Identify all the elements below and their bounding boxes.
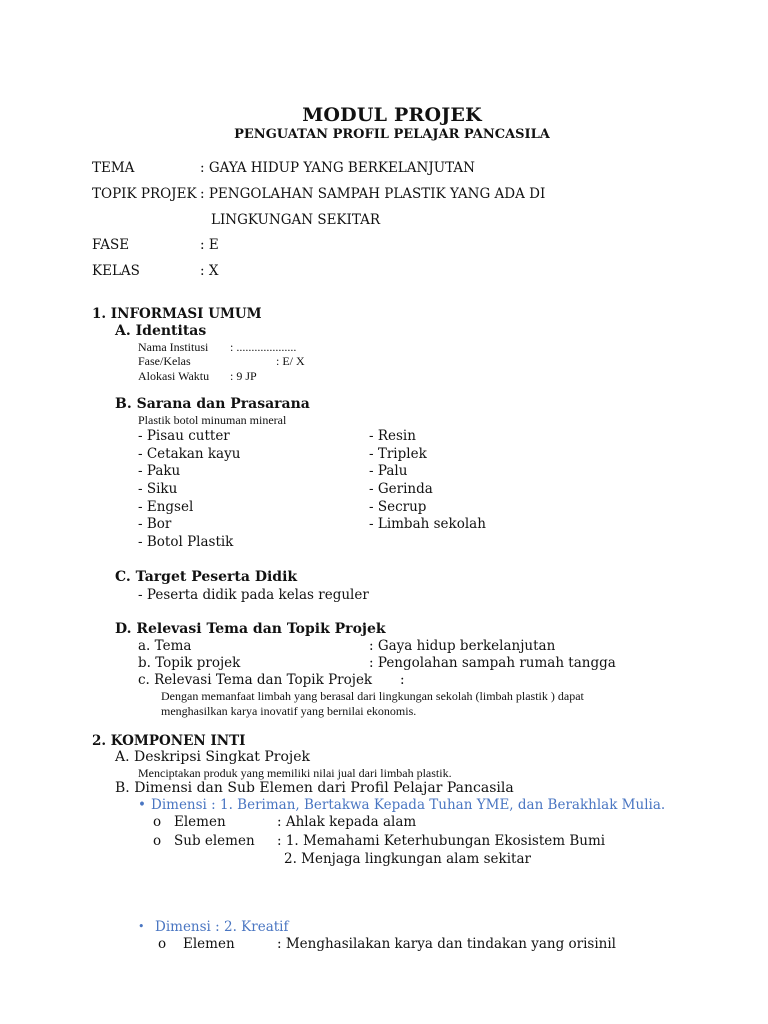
deskripsi-text: Menciptakan produk yang memiliki nilai jual dari limbah plastik.: [138, 766, 452, 780]
sarana-heading: B. Sarana dan Prasarana: [115, 396, 310, 412]
tema-value: : GAYA HIDUP YANG BERKELANJUTAN: [200, 160, 475, 176]
deskripsi-heading: A. Deskripsi Singkat Projek: [115, 749, 311, 765]
relevansi-b-value: : Pengolahan sampah rumah tangga: [369, 655, 616, 671]
relevansi-a-label: a. Tema: [138, 638, 192, 654]
identitas-row-label: Fase/Kelas: [138, 354, 191, 368]
target-heading: C. Target Peserta Didik: [115, 569, 298, 585]
sarana-list-item: - Paku: [138, 463, 181, 479]
fase-value: : E: [200, 237, 219, 253]
target-item: - Peserta didik pada kelas reguler: [138, 587, 369, 603]
relevansi-desc-line2: menghasilkan karya inovatif yang bernilai ekonomis.: [161, 704, 417, 718]
sarana-list-item: - Siku: [138, 481, 178, 497]
sarana-list-item: - Limbah sekolah: [369, 516, 486, 532]
identitas-row-value: : E/ X: [276, 354, 305, 368]
identitas-row-label: Nama Institusi: [138, 340, 209, 354]
relevansi-a-value: : Gaya hidup berkelanjutan: [369, 638, 556, 654]
sub-bullet-icon: o: [153, 814, 162, 830]
sarana-list-item: - Gerinda: [369, 481, 433, 497]
sarana-intro: Plastik botol minuman mineral: [138, 413, 287, 427]
relevansi-desc-line1: Dengan memanfaat limbah yang berasal dari lingkungan sekolah (limbah plastik ) dapat: [161, 689, 584, 703]
dimensi1-sub-value-line1: : 1. Memahami Keterhubungan Ekosistem Bumi: [277, 833, 606, 849]
sub-bullet-icon: o: [153, 833, 162, 849]
dimensi2-elemen-value: : Menghasilakan karya dan tindakan yang orisinil: [277, 936, 617, 952]
sarana-list-item: - Bor: [138, 516, 172, 532]
identitas-row-value: : ....................: [230, 340, 297, 354]
sarana-list-item: - Resin: [369, 428, 416, 444]
page-title: MODUL PROJEK: [302, 104, 482, 126]
sarana-list-item: - Secrup: [369, 499, 427, 515]
relevansi-b-label: b. Topik projek: [138, 655, 241, 671]
topik-value-line2: LINGKUNGAN SEKITAR: [211, 212, 381, 228]
topik-value-line1: : PENGOLAHAN SAMPAH PLASTIK YANG ADA DI: [200, 186, 546, 202]
dimensi1-sub-label: Sub elemen: [174, 833, 255, 849]
kelas-value: : X: [200, 263, 219, 279]
identitas-row-label: Alokasi Waktu: [138, 369, 210, 383]
section2-heading: 2. KOMPONEN INTI: [92, 733, 246, 749]
dimensi1-elemen-value: : Ahlak kepada alam: [277, 814, 417, 830]
relevansi-heading: D. Relevasi Tema dan Topik Projek: [115, 621, 386, 637]
identitas-heading: A. Identitas: [115, 323, 207, 339]
relevansi-c-value: :: [400, 672, 405, 688]
identitas-row-value: : 9 JP: [230, 369, 257, 383]
dimensi2-elemen-label: Elemen: [183, 936, 235, 952]
section1-heading: 1. INFORMASI UMUM: [92, 306, 262, 322]
sarana-list-item: - Engsel: [138, 499, 194, 515]
sub-bullet-icon: o: [158, 936, 167, 952]
relevansi-c-label: c. Relevasi Tema dan Topik Projek: [138, 672, 373, 688]
sarana-list-item: - Botol Plastik: [138, 534, 234, 550]
dimensi1-sub-value-line2: 2. Menjaga lingkungan alam sekitar: [284, 851, 531, 867]
sarana-list-item: - Cetakan kayu: [138, 446, 241, 462]
dimensi1-bullet-icon: •: [138, 797, 146, 813]
dimensi1-elemen-label: Elemen: [174, 814, 226, 830]
topik-label: TOPIK PROJEK: [92, 186, 197, 202]
sarana-list-item: - Pisau cutter: [138, 428, 230, 444]
dimensi-heading: B. Dimensi dan Sub Elemen dari Profil Pelajar Pancasila: [115, 780, 514, 796]
tema-label: TEMA: [92, 160, 135, 176]
dimensi2-text: Dimensi : 2. Kreatif: [155, 919, 289, 935]
dimensi1-text: Dimensi : 1. Beriman, Bertakwa Kepada Tuhan YME, dan Berakhlak Mulia.: [151, 797, 666, 813]
kelas-label: KELAS: [92, 263, 140, 279]
page-subtitle: PENGUATAN PROFIL PELAJAR PANCASILA: [234, 127, 550, 142]
sarana-list-item: - Triplek: [369, 446, 427, 462]
fase-label: FASE: [92, 237, 130, 253]
sarana-list-item: - Palu: [369, 463, 408, 479]
dimensi2-bullet-icon: •: [138, 920, 145, 933]
